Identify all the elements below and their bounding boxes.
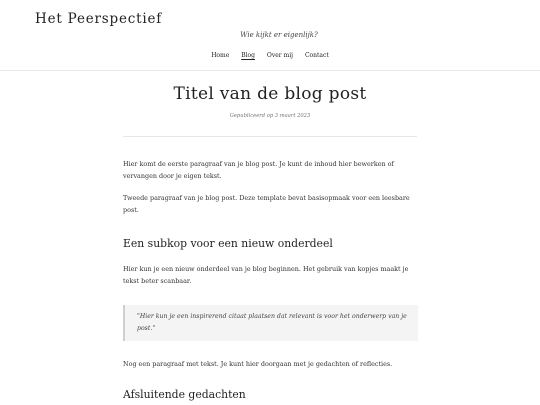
nav-item-contact[interactable]: Contact [304,52,329,59]
post-title: Titel van de blog post [173,84,367,104]
subheading-1: Een subkop voor een nieuw onderdeel [123,237,333,250]
site-tagline [0,31,540,39]
tagline-text: Wie kijkt er eigenlijk? [240,31,318,39]
post-divider [123,136,417,137]
blockquote: "Hier kun je een inspirerend citaat plaatsen dat relevant is voor het onderwerp van je post." [123,305,418,341]
nav-item-over-mij[interactable]: Over mij [266,52,294,59]
main-nav [0,52,540,59]
post-header [0,71,540,137]
paragraph-1: Hier komt de eerste paragraaf van je blog post. Je kunt de inhoud hier bewerken of vervangen door je eigen tekst. [123,160,394,180]
nav-item-blog[interactable]: Blog [241,52,255,59]
post-date: Gepubliceerd op 3 maart 2023 [229,113,311,119]
post-content [123,158,418,402]
paragraph-4: Nog een paragraaf met tekst. Je kunt hier doorgaan met je gedachten of reflecties. [123,360,393,368]
site-header [0,0,540,71]
subheading-2: Afsluitende gedachten [123,388,246,401]
paragraph-2: Tweede paragraaf van je blog post. Deze template bevat basisopmaak voor een leesbare post. [123,194,410,214]
nav-item-home[interactable]: Home [211,52,230,59]
site-title-link[interactable]: Het Peerspectief [35,11,163,27]
paragraph-3: Hier kun je een nieuw onderdeel van je blog beginnen. Het gebruik van kopjes maakt je tekst beter scanbaar. [123,265,409,285]
